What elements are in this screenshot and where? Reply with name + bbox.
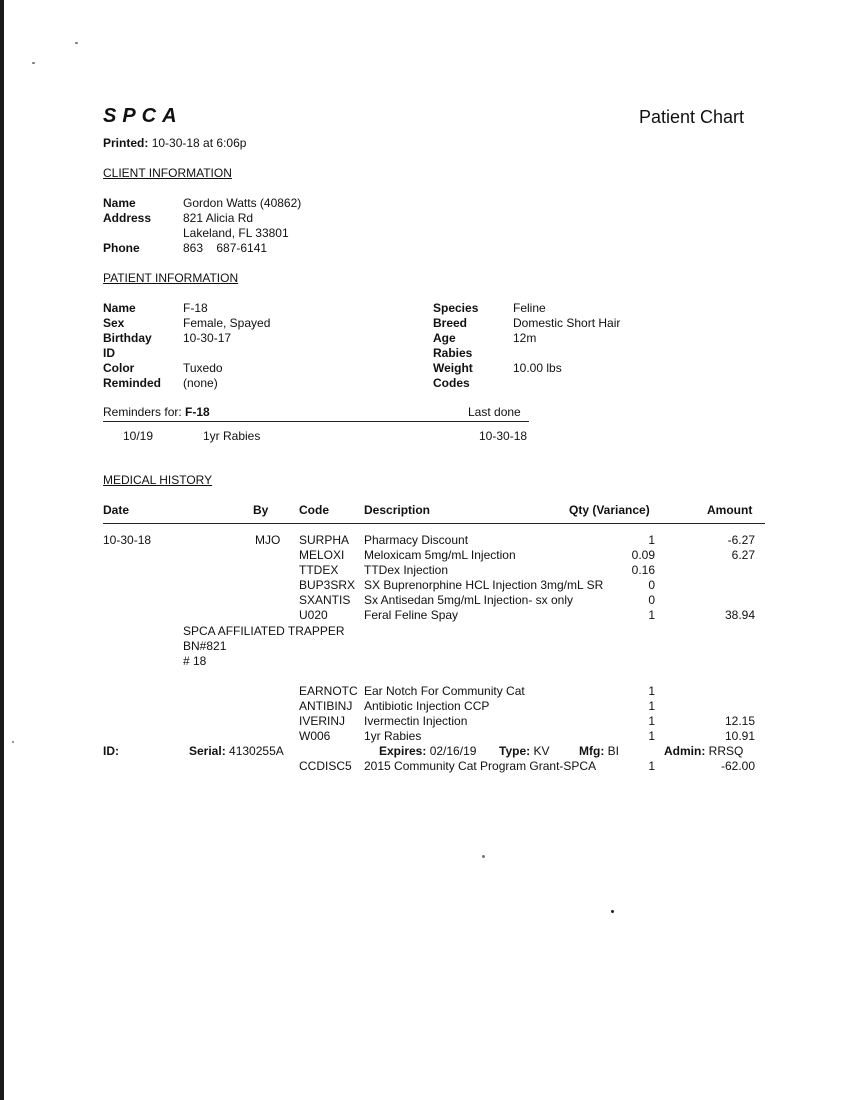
patient-birthday: 10-30-17 [183, 331, 232, 345]
row-qty: 1 [648, 759, 655, 773]
age-value: 12m [513, 331, 537, 345]
serial-value: 4130255A [229, 744, 284, 758]
history-note-line: # 18 [183, 654, 207, 668]
type-label: Type: [499, 744, 531, 758]
history-note-line: BN#821 [183, 639, 227, 653]
col-date: Date [103, 503, 130, 517]
row-qty: 1 [648, 533, 655, 547]
row-desc: Sx Antisedan 5mg/mL Injection- sx only [364, 593, 573, 607]
row-qty: 0 [648, 578, 655, 592]
serial-label: Serial: [189, 744, 226, 758]
last-done-label: Last done [468, 405, 521, 419]
weight-value: 10.00 lbs [513, 361, 562, 375]
row-qty: 0.16 [631, 563, 655, 577]
row-qty: 1 [648, 729, 655, 743]
row-amount: 12.15 [724, 714, 755, 728]
row-amount: -6.27 [727, 533, 755, 547]
row-code: MELOXI [299, 548, 345, 562]
row-qty: 1 [648, 608, 655, 622]
mfg-value: BI [607, 744, 620, 758]
row-amount: 38.94 [724, 608, 755, 622]
client-name-label: Name [103, 196, 136, 210]
row-code: CCDISC5 [299, 759, 352, 773]
weight-label: Weight [433, 361, 473, 375]
reminders-patient: F-18 [185, 405, 210, 419]
mfg-label: Mfg: [579, 744, 605, 758]
patient-id-label: ID [103, 346, 115, 360]
row-code: TTDEX [299, 563, 339, 577]
printed-line [103, 136, 246, 150]
printed-label: Printed: [103, 136, 149, 150]
client-info-heading: CLIENT INFORMATION [103, 166, 232, 180]
medical-history-heading: MEDICAL HISTORY [103, 473, 213, 487]
col-by: By [253, 503, 269, 517]
history-divider [103, 523, 765, 524]
row-qty: 0.09 [631, 548, 655, 562]
expires-label: Expires: [379, 744, 427, 758]
client-address-label: Address [103, 211, 152, 225]
row-code: BUP3SRX [299, 578, 356, 592]
col-qty: Qty (Variance) [569, 503, 650, 517]
col-code: Code [299, 503, 329, 517]
patient-info-heading: PATIENT INFORMATION [103, 271, 239, 285]
row-code: W006 [299, 729, 331, 743]
scan-speck [32, 62, 35, 64]
patient-reminded: (none) [183, 376, 218, 390]
client-name: Gordon Watts (40862) [183, 196, 302, 210]
client-phone-label: Phone [103, 241, 140, 255]
breed-value: Domestic Short Hair [513, 316, 621, 330]
row-desc: Antibiotic Injection CCP [364, 699, 490, 713]
row-amount: 10.91 [724, 729, 755, 743]
admin-label: Admin: [664, 744, 706, 758]
row-desc: Pharmacy Discount [364, 533, 469, 547]
vaccine-expires [379, 744, 476, 758]
row-code: U020 [299, 608, 328, 622]
vaccine-mfg [579, 744, 619, 758]
row-desc: 2015 Community Cat Program Grant-SPCA [364, 759, 597, 773]
reminder-due: 10/19 [123, 429, 154, 443]
row-desc: Ear Notch For Community Cat [364, 684, 525, 698]
history-date: 10-30-18 [103, 533, 152, 547]
patient-color: Tuxedo [183, 361, 223, 375]
vaccine-serial [189, 744, 284, 758]
patient-sex: Female, Spayed [183, 316, 271, 330]
col-description: Description [364, 503, 431, 517]
client-address-line2: Lakeland, FL 33801 [183, 226, 289, 240]
row-desc: 1yr Rabies [364, 729, 422, 743]
expires-value: 02/16/19 [429, 744, 477, 758]
patient-color-label: Color [103, 361, 135, 375]
scan-speck [482, 855, 485, 858]
reminders-label: Reminders for: [103, 405, 182, 419]
rabies-label: Rabies [433, 346, 473, 360]
row-code: SURPHA [299, 533, 350, 547]
species-value: Feline [513, 301, 546, 315]
row-code: IVERINJ [299, 714, 346, 728]
age-label: Age [433, 331, 456, 345]
history-by: MJO [255, 533, 281, 547]
reminders-divider [103, 421, 529, 422]
page-title: Patient Chart [639, 107, 745, 127]
scan-edge [0, 0, 4, 1100]
species-label: Species [433, 301, 479, 315]
admin-value: RRSQ [708, 744, 744, 758]
reminders-header [103, 405, 210, 419]
vaccine-id-label: ID: [103, 744, 119, 758]
patient-sex-label: Sex [103, 316, 125, 330]
type-value: KV [533, 744, 550, 758]
row-desc: SX Buprenorphine HCL Injection 3mg/mL SR [364, 578, 604, 592]
patient-name-label: Name [103, 301, 136, 315]
row-amount: 6.27 [731, 548, 755, 562]
row-qty: 1 [648, 714, 655, 728]
client-phone: 863 687-6141 [183, 241, 268, 255]
col-amount: Amount [707, 503, 753, 517]
row-desc: TTDex Injection [364, 563, 449, 577]
row-code: ANTIBINJ [299, 699, 353, 713]
reminder-last-done: 10-30-18 [479, 429, 528, 443]
scan-speck [12, 741, 14, 743]
patient-reminded-label: Reminded [103, 376, 162, 390]
codes-label: Codes [433, 376, 470, 390]
reminder-desc: 1yr Rabies [203, 429, 261, 443]
row-desc: Ivermectin Injection [364, 714, 468, 728]
row-code: EARNOTC [299, 684, 358, 698]
patient-birthday-label: Birthday [103, 331, 152, 345]
row-amount: -62.00 [720, 759, 755, 773]
client-address-line1: 821 Alicia Rd [183, 211, 254, 225]
row-code: SXANTIS [299, 593, 351, 607]
vaccine-admin [664, 744, 743, 758]
row-qty: 1 [648, 699, 655, 713]
row-desc: Meloxicam 5mg/mL Injection [364, 548, 516, 562]
breed-label: Breed [433, 316, 468, 330]
history-note-line: SPCA AFFILIATED TRAPPER [183, 624, 345, 638]
patient-name: F-18 [183, 301, 208, 315]
spca-logo: SPCA [103, 105, 183, 127]
row-qty: 0 [648, 593, 655, 607]
row-qty: 1 [648, 684, 655, 698]
printed-value: 10-30-18 at 6:06p [151, 136, 247, 150]
scan-speck [75, 42, 78, 44]
vaccine-type [499, 744, 549, 758]
row-desc: Feral Feline Spay [364, 608, 459, 622]
scan-speck [611, 910, 614, 913]
